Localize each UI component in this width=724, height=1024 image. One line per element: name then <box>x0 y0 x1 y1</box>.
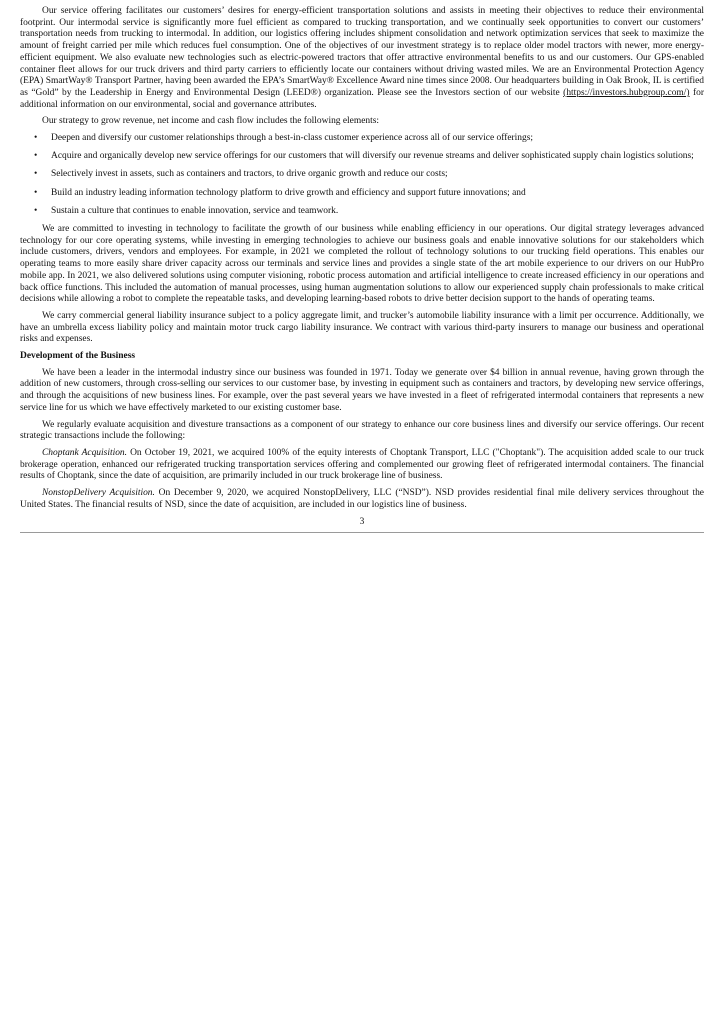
nsd-paragraph <box>20 488 704 511</box>
bullet-marker: • <box>34 205 38 216</box>
list-item-text: Selectively invest in assets, such as containers and tractors, to drive organic growth and reduce our costs; <box>51 169 448 180</box>
technology-paragraph: We are committed to investing in technology to facilitate the growth of our business while enabling efficiency in our operations. Our digital strategy leverages advanced technology for our core operating systems, while investing in emerging technologies to achieve our business goals and enable innovative solutions for our stakeholders which include customers, drivers, vendors and employees. For example, in 2021 we completed the rollout of technology solutions to our trucking field operations. This enables our operating teams to more easily share driver capacity across our terminals and service lines and provides a single state of the art mobile experience to our drivers on our HubPro mobile app. In 2021, we also delivered solutions using computer visioning, robotic process automation and artificial intelligence to create increased efficiency in our operations and back office functions. This included the automation of manual processes, using human augmentation solutions to allow our experienced supply chain professionals to make critical decisions while allowing a robot to complete the repeatable tasks, and developing learning-based robots to drive better decision support to the hands of operating teams. <box>20 224 704 305</box>
choptank-title: Choptank Acquisition. <box>42 448 127 458</box>
environmental-paragraph <box>20 6 704 111</box>
bullet-marker: • <box>34 133 38 144</box>
strategy-list <box>20 133 704 218</box>
development-paragraph: We have been a leader in the intermodal industry since our business was founded in 1971. Today we generate over $4 billion in annual revenue, having grown through the addition of new customers, through cross-selling our services to our customer base, by investing in equipment such as containers and tractors, by developing new service offerings, and through the acquisitions of new business lines. For example, over the past several years we have invested in a fleet of refrigerated intermodal containers that represents a new service line for us which we have effectively marketed to our existing customer base. <box>20 367 704 413</box>
choptank-text: On October 19, 2021, we acquired 100% of the equity interests of Choptank Transport, LLC ("Choptank"). The acquisition added scale to our truck brokerage operation, enhanced our refrigerated trucking transportation services offering and complemented our growing fleet of refrigerated intermodal containers. The financial results of Choptank, since the date of acquisition, are primarily included in our truck brokerage line of business. <box>20 448 704 482</box>
environmental-text-end: for additional information on our environmental, social and governance attributes. <box>20 87 704 110</box>
list-item-text: Sustain a culture that continues to enable innovation, service and teamwork. <box>51 205 339 216</box>
nsd-title: NonstopDelivery Acquisition. <box>42 488 155 499</box>
page-divider <box>20 532 704 533</box>
acquisitions-intro: We regularly evaluate acquisition and divesture transactions as a component of our strategy to enhance our core business lines and diversify our service offerings. Our recent strategic transactions include the following: <box>20 419 704 442</box>
list-item <box>20 206 704 218</box>
investors-website-link[interactable]: (https://investors.hubgroup.com/) <box>563 87 690 98</box>
nsd-text: On December 9, 2020, we acquired NonstopDelivery, LLC (“NSD”). NSD provides residential final mile delivery services throughout the United States. The financial results of NSD, since the date of acquisition, are included in our logistics line of business. <box>20 488 704 510</box>
choptank-paragraph <box>20 448 704 483</box>
bullet-marker: • <box>34 169 38 180</box>
bullet-marker: • <box>34 187 38 198</box>
page-number: 3 <box>359 516 365 527</box>
list-item <box>20 133 704 145</box>
list-item <box>20 188 704 200</box>
list-item-text: Deepen and diversify our customer relationships through a best-in-class customer experience across all of our service offerings; <box>51 133 534 144</box>
list-item-text: Acquire and organically develop new service offerings for our customers that will diversify our revenue streams and deliver sophisticated supply chain logistics solutions; <box>51 151 694 162</box>
list-item-text: Build an industry leading information technology platform to drive growth and efficiency and support future innovations; and <box>51 187 526 198</box>
environmental-text: Our service offering facilitates our customers’ desires for energy-efficient transportation solutions and assists in meeting their objectives to reduce their environmental footprint. Our intermodal service is significantly more fuel efficient as compared to trucking transportation, and we continually seek opportunities to convert our customers’ transportation needs from trucking to intermodal. In addition, our logistics offering includes shipment consolidation and network optimization services that seek to maximize the amount of freight carried per mile which reduces fuel consumption. One of the objectives of our investment strategy is to replace older model tractors with newer, more energy-efficient equipment. We also evaluate new technologies such as electric-powered tractors that offer attractive environmental benefits to us and our customers. Our GPS-enabled container fleet allows for our truck drivers and third party carriers to efficiently locate our containers without driving wasted miles. We are an Environmental Protection Agency (EPA) SmartWay® Transport Partner, having been awarded the EPA’s SmartWay® Excellence Award nine times since 2008. Our headquarters building in Oak Brook, IL is certified as “Gold” by the Leadership in Energy and Environmental Design (LEED®) organization. Please see the Investors section of our website <box>20 6 704 98</box>
bullet-marker: • <box>34 151 38 162</box>
section-heading-development: Development of the Business <box>20 351 136 362</box>
insurance-paragraph: We carry commercial general liability insurance subject to a policy aggregate limit, and trucker’s automobile liability insurance with a limit per occurrence. Additionally, we have an umbrella excess liability policy and maintain motor truck cargo liability insurance. We contract with various third-party insurers to manage our business and operational risks and expenses. <box>20 310 704 345</box>
strategy-intro: Our strategy to grow revenue, net income and cash flow includes the following elements: <box>42 116 380 127</box>
list-item <box>20 151 704 163</box>
list-item <box>20 169 704 181</box>
